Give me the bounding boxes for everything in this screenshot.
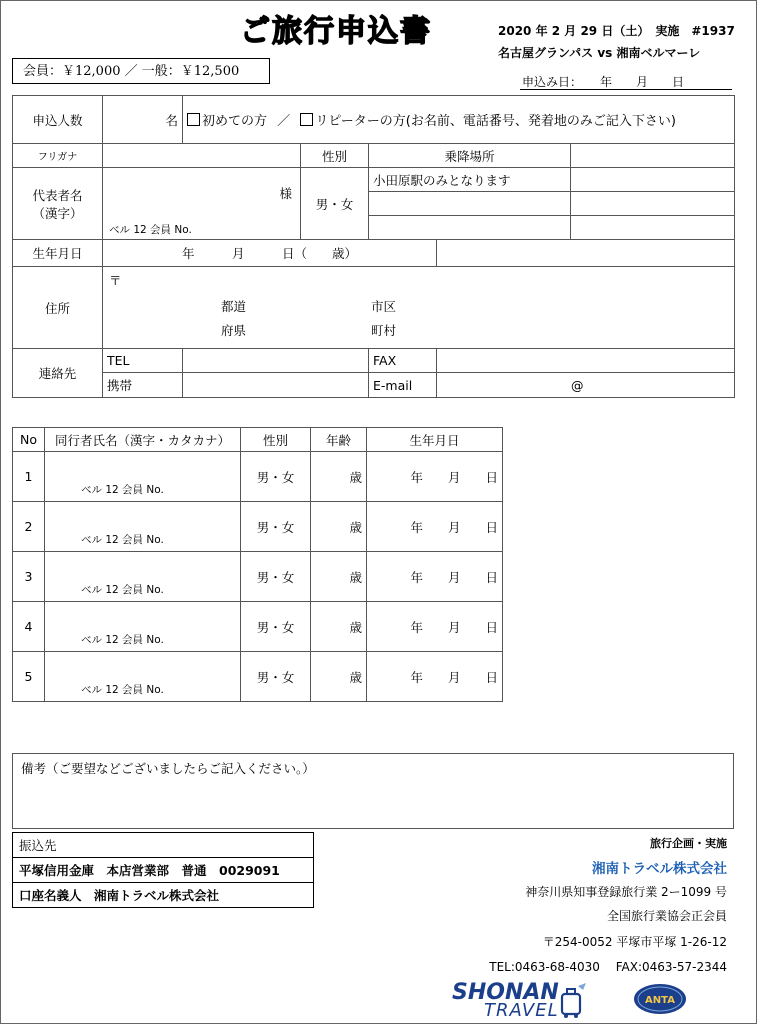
rep-name-input[interactable] [103,168,301,240]
birth-extra [437,240,735,267]
emblem-text: ANTA [645,995,675,1006]
company-registration: 神奈川県知事登録旅行業 2ー1099 号 [525,885,727,899]
companion-gender[interactable]: 男・女 [241,452,311,502]
boarding-cell-1 [571,168,735,192]
price-box: 会員：￥12,000 ／ 一般：￥12,500 [12,58,270,84]
member-no: ベル 12 会員 No. [81,634,164,646]
email-input[interactable] [437,373,735,398]
logo-travel: TRAVEL [484,1000,559,1021]
col-gender: 性別 [241,428,311,452]
remarks-label: 備考（ご要望などございましたらご記入ください。） [21,761,315,776]
col-no: No [13,428,45,452]
logo-shonan: SHONAN [452,980,559,1005]
applicant-table [12,95,735,398]
bank-holder: 口座名義人 湘南トラベル株式会社 [19,888,220,903]
boarding-row-2[interactable] [369,192,571,216]
rep-label-cell [13,168,103,240]
member-no: ベル 12 会員 No. [81,584,164,596]
boarding-row-3[interactable] [369,216,571,240]
mobile-label: 携帯 [103,373,183,398]
email-at: @ [571,378,584,393]
companion-age[interactable]: 歳 [311,552,367,602]
row-no: 5 [13,652,45,702]
companion-birth[interactable]: 年 月 日 [367,502,503,552]
honorific: 様 [279,186,292,201]
count-label: 申込人数 [13,96,103,144]
member-no: ベル 12 会員 No. [81,484,164,496]
companion-gender[interactable]: 男・女 [241,552,311,602]
companion-name-input[interactable] [45,552,241,602]
pref-line2: 府県 [221,323,247,338]
tel-input[interactable] [183,349,369,373]
match-name: 名古屋グランパス vs 湘南ベルマーレ [498,46,701,60]
company-name: 湘南トラベル株式会社 [592,861,727,877]
city-line1: 市区 [371,299,397,314]
companion-gender[interactable]: 男・女 [241,502,311,552]
count-input[interactable] [103,96,183,144]
fax-label: FAX [369,349,437,373]
tel-label: TEL [103,349,183,373]
member-no: ベル 12 会員 No. [81,534,164,546]
address-label: 住所 [13,267,103,349]
col-name: 同行者氏名（漢字・カタカナ） [45,428,241,452]
row-no: 1 [13,452,45,502]
companion-name-input[interactable] [45,652,241,702]
companion-age[interactable]: 歳 [311,652,367,702]
repeater-checkbox[interactable] [300,113,313,126]
boarding-label: 乗降場所 [369,144,571,168]
suitcase-icon [556,982,588,1020]
companion-row [13,502,503,552]
page-title: ご旅行申込書 [240,14,432,49]
company-address: 〒254-0052 平塚市平塚 1-26-12 [542,935,727,949]
col-age: 年齢 [311,428,367,452]
row-no: 3 [13,552,45,602]
furigana-input[interactable] [103,144,301,168]
apply-date-underline [520,89,732,90]
contact-label: 連絡先 [13,349,103,398]
companion-birth[interactable]: 年 月 日 [367,602,503,652]
companion-table [12,427,503,702]
fax-input[interactable] [437,349,735,373]
col-birth: 生年月日 [367,428,503,452]
boarding-cell-3 [571,216,735,240]
row-no: 2 [13,502,45,552]
pref-line1: 都道 [221,299,247,314]
boarding-note: 小田原駅のみとなります [369,168,571,192]
company-phones: TEL:0463-68-4030 FAX:0463-57-2344 [489,960,727,974]
companion-age[interactable]: 歳 [311,452,367,502]
address-input[interactable] [103,267,735,349]
postal-mark: 〒 [109,273,122,288]
type-separator: ／ [277,114,291,129]
first-time-label: 初めての方 [202,114,268,129]
rep-label: 代表者名 [32,187,83,203]
anta-emblem-icon [632,982,688,1016]
apply-date: 申込み日： 年 月 日 [522,75,685,89]
email-label: E-mail [369,373,437,398]
planner-label: 旅行企画・実施 [650,837,727,850]
rep-gender[interactable]: 男・女 [301,168,369,240]
companion-name-input[interactable] [45,502,241,552]
companion-age[interactable]: 歳 [311,502,367,552]
rep-member-no: ベル 12 会員 No. [109,224,192,236]
companion-gender[interactable]: 男・女 [241,602,311,652]
companion-row [13,602,503,652]
bank-label: 振込先 [13,833,313,858]
companion-name-input[interactable] [45,452,241,502]
event-date: 2020 年 2 月 29 日（土） 実施 #1937 [498,24,735,38]
furigana-label: フリガナ [13,144,103,168]
companion-name-input[interactable] [45,602,241,652]
companion-row [13,652,503,702]
company-association: 全国旅行業協会正会員 [606,909,727,923]
companion-birth[interactable]: 年 月 日 [367,552,503,602]
companion-row [13,552,503,602]
companion-gender[interactable]: 男・女 [241,652,311,702]
birth-label: 生年月日 [13,240,103,267]
birth-input[interactable]: 年 月 日（ 歳） [103,240,437,267]
bank-box [12,832,314,908]
count-unit: 名 [165,112,178,128]
remarks-box[interactable] [12,753,734,829]
member-no: ベル 12 会員 No. [81,684,164,696]
repeater-label: リピーターの方(お名前、電話番号、発着地のみご記入下さい) [315,114,676,129]
rep-label-kanji: （漢字） [32,205,83,221]
boarding-extra-cell [571,144,735,168]
companion-age[interactable]: 歳 [311,602,367,652]
visitor-type [183,96,735,144]
companion-row [13,452,503,502]
boarding-cell-2 [571,192,735,216]
first-time-checkbox[interactable] [187,113,200,126]
companion-birth[interactable]: 年 月 日 [367,652,503,702]
city-line2: 町村 [371,323,397,338]
bank-account: 平塚信用金庫 本店営業部 普通 0029091 [13,858,313,883]
mobile-input[interactable] [183,373,369,398]
companion-birth[interactable]: 年 月 日 [367,452,503,502]
gender-label: 性別 [301,144,369,168]
row-no: 4 [13,602,45,652]
